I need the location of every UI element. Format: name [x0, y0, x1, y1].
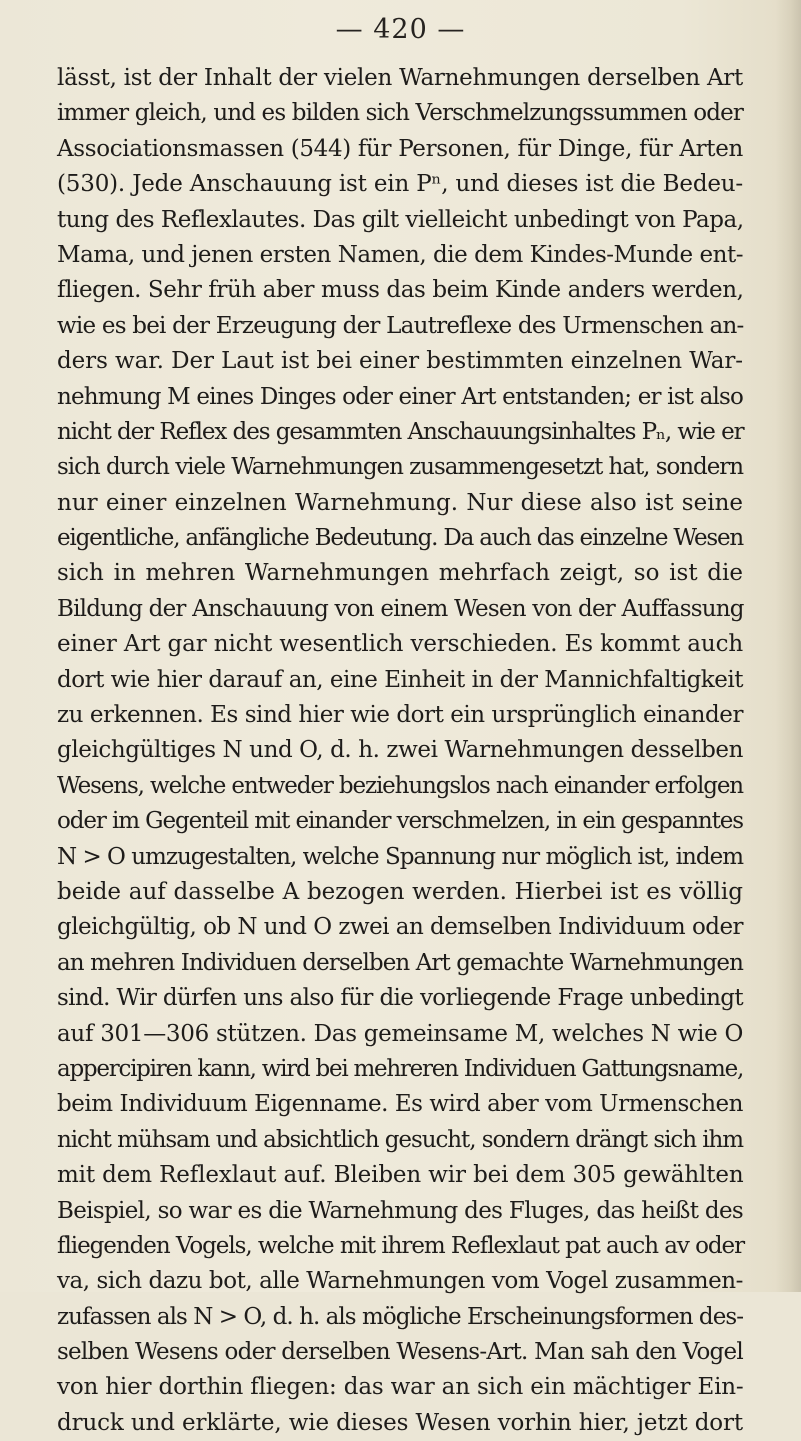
text-line: beide auf dasselbe A bezogen werden. Hierbei ist es völlig	[57, 878, 743, 905]
text-line: an mehren Individuen derselben Art gemachte Warnehmungen	[57, 949, 743, 976]
text-line: Beispiel, so war es die Warnehmung des Fluges, das heißt des	[57, 1197, 744, 1224]
text-line: wie es bei der Erzeugung der Lautreflexe des Urmenschen an-	[57, 312, 744, 339]
text-line: nicht der Reflex des gesammten Anschauungsinhaltes Pₙ, wie er	[57, 418, 744, 445]
text-line: va, sich dazu bot, alle Warnehmungen vom Vogel zusammen-	[57, 1268, 743, 1295]
text-line: zu erkennen. Es sind hier wie dort ein ursprünglich einander	[57, 702, 743, 729]
text-line: lässt, ist der Inhalt der vielen Warnehmungen derselben Art	[57, 65, 743, 91]
text-line: Mama, und jenen ersten Namen, die dem Kindes-Munde ent-	[57, 241, 744, 268]
text-line: N > O umzugestalten, welche Spannung nur möglich ist, indem	[57, 843, 744, 870]
text-line: Wesens, welche entweder beziehungslos nach einander erfolgen	[57, 772, 743, 799]
text-line: zufassen als N > O, d. h. als mögliche Erscheinungsformen des-	[57, 1303, 744, 1330]
page-number: — 420 —	[335, 14, 466, 45]
text-line: druck und erklärte, wie dieses Wesen vorhin hier, jetzt dort	[57, 1409, 743, 1436]
text-line: einer Art gar nicht wesentlich verschieden. Es kommt auch	[57, 631, 744, 658]
text-line: gleichgültiges N und O, d. h. zwei Warnehmungen desselben	[57, 737, 743, 764]
page-edge-shadow	[775, 0, 801, 1292]
text-line: ders war. Der Laut ist bei einer bestimmten einzelnen War-	[57, 348, 743, 375]
text-line: sich in mehren Warnehmungen mehrfach zeigt, so ist die	[57, 560, 743, 587]
text-line: gleichgültig, ob N und O zwei an demselben Individuum oder	[57, 914, 744, 941]
text-line: appercipiren kann, wird bei mehreren Individuen Gattungsname,	[57, 1055, 744, 1082]
text-line: beim Individuum Eigenname. Es wird aber vom Urmenschen	[57, 1091, 744, 1118]
text-line: Associationsmassen (544) für Personen, für Dinge, für Arten	[57, 135, 743, 162]
text-line: von hier dorthin fliegen: das war an sich ein mächtiger Ein-	[57, 1374, 744, 1401]
text-line: oder im Gegenteil mit einander verschmelzen, in ein gespanntes	[57, 808, 743, 835]
text-line: nur einer einzelnen Warnehmung. Nur diese also ist seine	[57, 489, 743, 516]
text-line: nehmung M eines Dinges oder einer Art entstanden; er ist also	[57, 383, 744, 410]
text-line: immer gleich, und es bilden sich Verschmelzungssummen oder	[57, 100, 744, 127]
text-line: fliegenden Vogels, welche mit ihrem Reflexlaut pat auch av oder	[57, 1232, 745, 1259]
text-line: sind. Wir dürfen uns also für die vorliegende Frage unbedingt	[57, 985, 743, 1012]
text-line: eigentliche, anfängliche Bedeutung. Da auch das einzelne Wesen	[57, 525, 743, 552]
text-line: dort wie hier darauf an, eine Einheit in der Mannichfaltigkeit	[57, 666, 744, 693]
body-text	[57, 61, 743, 1441]
text-line: mit dem Reflexlaut auf. Bleiben wir bei dem 305 gewählten	[57, 1162, 744, 1189]
text-line: fliegen. Sehr früh aber muss das beim Kinde anders werden,	[57, 277, 744, 304]
text-line: auf 301—306 stützen. Das gemeinsame M, welches N wie O	[57, 1020, 744, 1047]
text-line: (530). Jede Anschauung ist ein Pⁿ, und dieses ist die Bedeu-	[57, 171, 744, 198]
text-line: selben Wesens oder derselben Wesens-Art. Man sah den Vogel	[57, 1339, 744, 1366]
text-line: Bildung der Anschauung von einem Wesen von der Auffassung	[57, 595, 744, 622]
text-line: sich durch viele Warnehmungen zusammengesetzt hat, sondern	[57, 454, 744, 481]
text-line: nicht mühsam und absichtlich gesucht, sondern drängt sich ihm	[57, 1126, 744, 1153]
text-line: tung des Reflexlautes. Das gilt vielleicht unbedingt von Papa,	[57, 206, 744, 233]
